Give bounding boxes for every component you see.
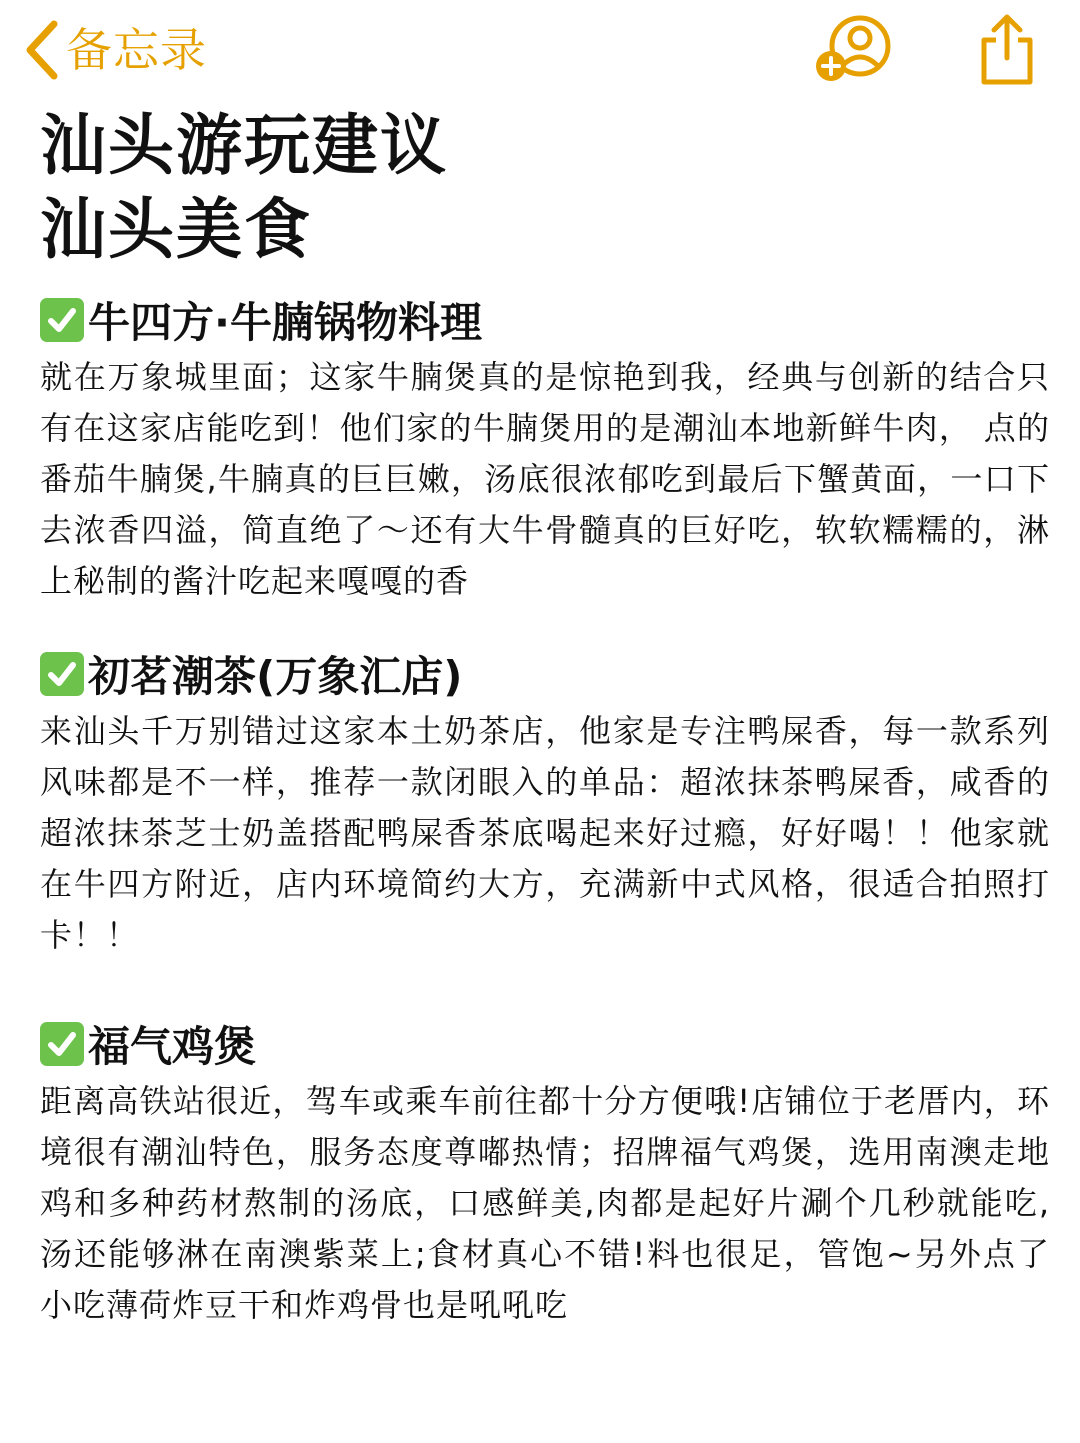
note-title: 汕头游玩建议: [40, 107, 448, 184]
note-subtitle: 汕头美食: [40, 191, 312, 268]
navigation-bar: [0, 0, 1080, 100]
share-button[interactable]: [976, 12, 1038, 88]
section-heading: 牛四方·牛腩锅物料理: [88, 298, 482, 347]
check-mark-button-icon: [40, 298, 84, 342]
add-person-button[interactable]: [814, 14, 896, 84]
check-mark-button-icon: [40, 1022, 84, 1066]
food-section: [40, 1016, 1050, 1331]
back-label: 备忘录: [66, 23, 207, 77]
section-heading-row: [40, 1016, 1050, 1072]
food-section: [40, 292, 1050, 607]
food-section: [40, 646, 1050, 961]
section-heading: 福气鸡煲: [88, 1022, 257, 1071]
section-heading-row: [40, 646, 1050, 702]
back-button[interactable]: [24, 18, 207, 82]
section-body: 来汕头千万别错过这家本土奶茶店，他家是专注鸭屎香，每一款系列风味都是不一样，推荐一款闭眼入的单品：超浓抹茶鸭屎香，咸香的超浓抹茶芝士奶盖搭配鸭屎香茶底喝起来好过瘾，好好喝！！他家就在牛四方附近，店内环境简约大方，充满新中式风格，很适合拍照打卡！！: [40, 712, 1050, 954]
section-heading: 初茗潮茶(万象汇店): [88, 652, 463, 701]
chevron-left-icon: [24, 20, 60, 80]
section-heading-row: [40, 292, 1050, 348]
share-icon: [976, 12, 1038, 88]
add-person-icon: [814, 14, 896, 84]
section-body: 距离高铁站很近，驾车或乘车前往都十分方便哦!店铺位于老厝内，环境很有潮汕特色，服务态度尊嘟热情；招牌福气鸡煲，选用南澳走地鸡和多种药材熬制的汤底，口感鲜美,肉都是起好片涮个几秒就能吃,汤还能够淋在南澳紫菜上;食材真心不错!料也很足，管饱~另外点了小吃薄荷炸豆干和炸鸡骨也是吼吼吃: [40, 1082, 1050, 1324]
check-mark-button-icon: [40, 652, 84, 696]
section-body: 就在万象城里面；这家牛腩煲真的是惊艳到我，经典与创新的结合只有在这家店能吃到！他们家的牛腩煲用的是潮汕本地新鲜牛肉， 点的番茄牛腩煲,牛腩真的巨巨嫩，汤底很浓郁吃到最后下蟹黄面，一口下去浓香四溢，简直绝了～还有大牛骨髓真的巨好吃，软软糯糯的，淋上秘制的酱汁吃起来嘎嘎的香: [40, 358, 1050, 600]
